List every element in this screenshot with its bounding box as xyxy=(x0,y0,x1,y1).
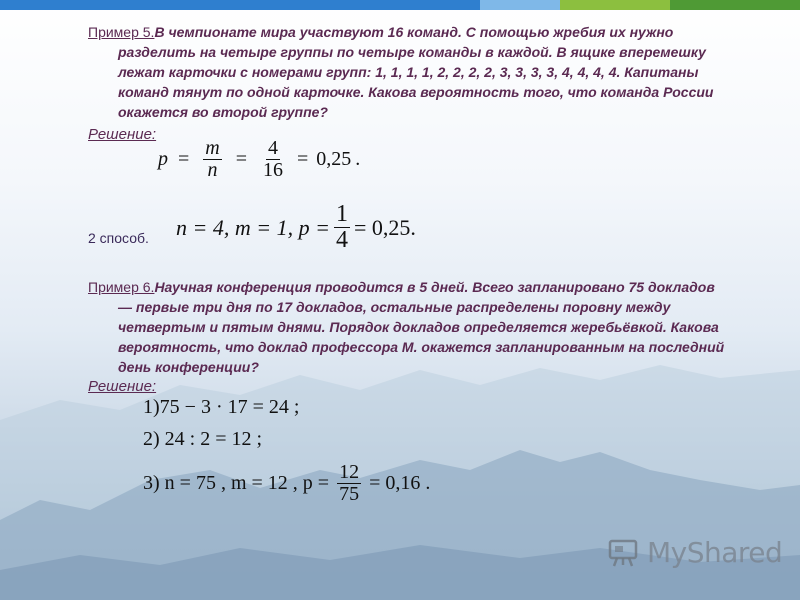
method2-frac xyxy=(334,202,350,253)
method2-label: 2 способ. xyxy=(88,230,149,246)
formula1-n: n xyxy=(207,159,218,181)
method2-expr: n = 4, m = 1, p = xyxy=(176,214,330,240)
example5-line5: окажется во второй группе? xyxy=(118,104,328,120)
formula1-result: 0,25 xyxy=(316,148,352,170)
formula1-eq1: = xyxy=(178,148,190,170)
example6-text1: Научная конференция проводится в 5 дней. Всего запланировано 75 докладов xyxy=(154,279,715,295)
step-3 xyxy=(143,462,430,505)
formula-probability xyxy=(158,138,360,181)
formula1-eq2: = xyxy=(235,148,248,170)
step-2: 2) 24 : 2 = 12 ; xyxy=(143,428,263,450)
example6-line2: — первые три дня по 17 докладов, остальные распределены поровну между xyxy=(118,299,671,315)
formula1-num: 4 xyxy=(268,137,279,159)
formula1-frac-values xyxy=(261,138,285,181)
step3-den: 75 xyxy=(339,483,360,505)
example6-line5: день конференции? xyxy=(118,359,259,375)
formula1-den: 16 xyxy=(263,159,284,181)
solution-label: Решение: xyxy=(88,126,157,143)
example5-line4: команд тянут по одной карточке. Какова вероятность того, что команда России xyxy=(118,84,714,100)
myshared-logo xyxy=(607,536,782,569)
example5-text1: В чемпионате мира участвуют 16 команд. С помощью жребия их нужно xyxy=(154,24,674,40)
example6-label: Пример 6. xyxy=(88,279,155,295)
step3-frac xyxy=(337,462,361,505)
formula1-frac-mn xyxy=(203,138,221,181)
logo-text: MyShared xyxy=(647,536,783,569)
method2-num: 1 xyxy=(335,201,348,227)
example6-line3: четвертым и пятым днями. Порядок докладов определяется жеребьёвкой. Какова xyxy=(118,319,719,335)
step3-prefix: 3) n = 75 , m = 12 , p = xyxy=(143,472,330,494)
formula1-m: m xyxy=(205,137,220,159)
example5-line3: лежат карточки с номерами групп: 1, 1, 1, 1, 2, 2, 2, 2, 3, 3, 3, 3, 4, 4, 4, 4. Капитаны xyxy=(118,64,699,80)
step3-num: 12 xyxy=(339,461,360,483)
method2-formula xyxy=(176,202,416,253)
step3-result: = 0,16 . xyxy=(369,472,431,494)
solution-label-2: Решение: xyxy=(88,378,157,395)
formula1-p: p xyxy=(158,148,168,170)
formula1-end: . xyxy=(355,148,361,170)
projector-icon xyxy=(607,538,641,568)
formula1-eq3: = xyxy=(297,148,309,170)
method2-den: 4 xyxy=(335,227,348,254)
example5-label: Пример 5. xyxy=(88,24,155,40)
example5-line1 xyxy=(88,22,788,42)
example6-line4: вероятность, что доклад профессора М. окажется запланированным на последний xyxy=(118,339,725,355)
example5-line2: разделить на четыре группы по четыре команды в каждой. В ящике вперемешку xyxy=(118,44,706,60)
step-1: 1)75 − 3 · 17 = 24 ; xyxy=(143,396,300,418)
method2-result: = 0,25. xyxy=(353,214,416,240)
example6-line1 xyxy=(88,277,788,297)
